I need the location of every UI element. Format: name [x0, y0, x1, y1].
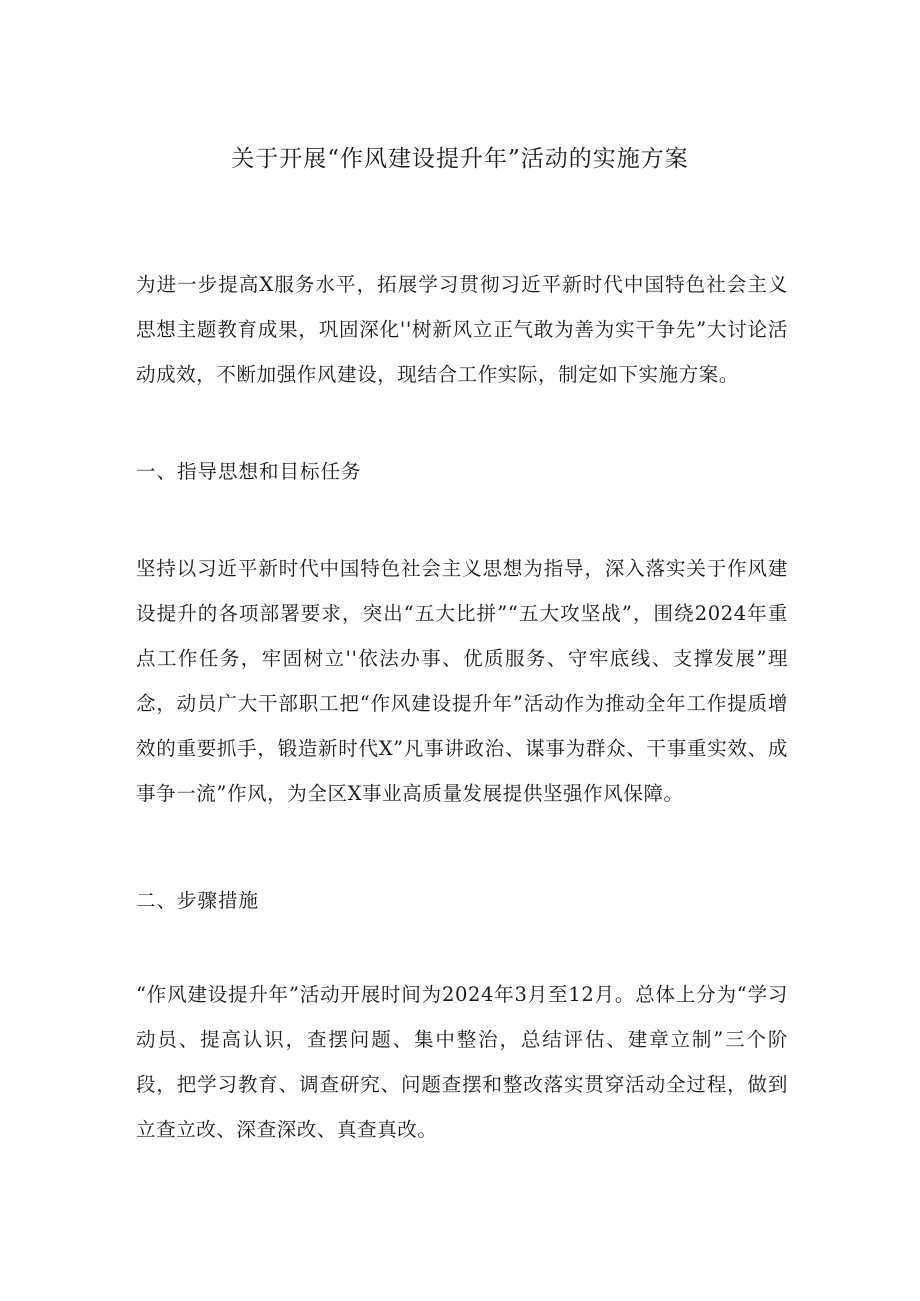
document-title: 关于开展“作风建设提升年”活动的实施方案 — [231, 146, 689, 172]
section-body-steps: “作风建设提升年”活动开展时间为2024年3月至12月。总体上分为“学习动员、提高认识，查摆问题、集中整治，总结评估、建章立制”三个阶段，把学习教育、调查研究、问题查摆和整改落实贯穿活动全过程，做到立查立改、深查深改、真查真改。 — [136, 983, 788, 1141]
section-heading-guiding-thought: 一、指导思想和目标任务 — [136, 460, 362, 483]
intro-paragraph: 为进一步提高X服务水平，拓展学习贯彻习近平新时代中国特色社会主义思想主题教育成果，巩固深化''树新风立正气敢为善为实干争先”大讨论活动成效，不断加强作风建设，现结合工作实际，制定如下实施方案。 — [136, 273, 788, 386]
section-body-guiding-thought: 坚持以习近平新时代中国特色社会主义思想为指导，深入落实关于作风建设提升的各项部署要求，突出“五大比拼”“五大攻坚战”，围绕2024年重点工作任务，牢固树立''依法办事、优质服务、守牢底线、支撑发展”理念，动员广大干部职工把“作风建设提升年”活动作为推动全年工作提质增效的重要抓手，锻造新时代X”凡事讲政治、谋事为群众、干事重实效、成事争一流”作风，为全区X事业高质量发展提供坚强作风保障。 — [136, 557, 788, 805]
section-heading-steps: 二、步骤措施 — [136, 889, 260, 912]
